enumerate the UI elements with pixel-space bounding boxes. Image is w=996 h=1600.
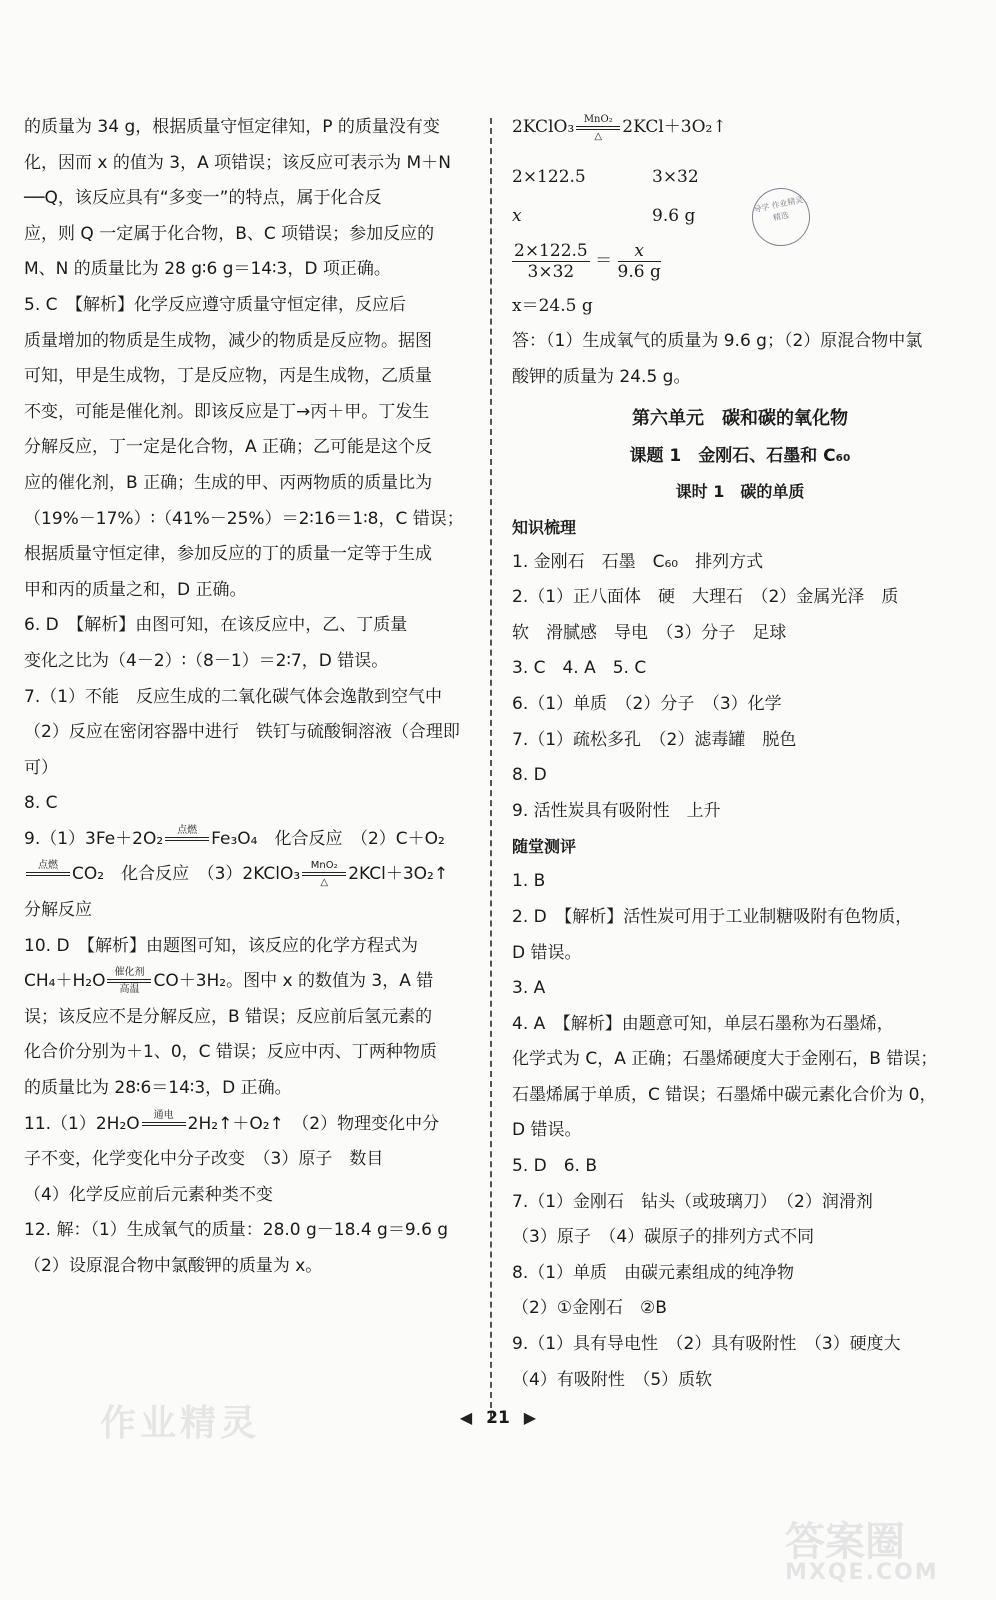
calc-text: 9.6 g: [652, 206, 696, 227]
text-line: 1. B: [512, 871, 546, 892]
text-line: 5. D 6. B: [512, 1156, 597, 1177]
text-line: 甲和丙的质量之和，D 正确。: [24, 579, 247, 600]
denominator: 9.6 g: [617, 261, 661, 282]
condition-label: 点燃: [177, 824, 198, 836]
condition-label: 通电: [153, 1109, 174, 1121]
q10-text: CO＋3H₂。图中 x 的数值为 3，A 错: [153, 971, 434, 992]
condition-label: △: [320, 877, 329, 889]
stamp-seal: 导学 作业精灵 精选: [747, 183, 816, 252]
condition-label: 高温: [119, 984, 140, 996]
calc-result: x＝24.5 g: [512, 295, 593, 316]
equals-sign: [107, 979, 151, 983]
condition-label: MnO₂: [583, 113, 613, 125]
text-line: 2. D 【解析】活性炭可用于工业制糖吸附有色物质，: [512, 906, 913, 927]
condition-label: 点燃: [38, 860, 58, 872]
q11-line-1: [24, 1107, 474, 1143]
text-line: （19%－17%）∶（41%－25%）＝2∶16＝1∶8，C 错误；: [24, 508, 464, 529]
page-number: 21: [486, 1408, 510, 1428]
text-line: 4. A 【解析】由题意可知，单层石墨称为石墨烯，: [512, 1013, 894, 1034]
q9-text: Fe₃O₄ 化合反应 （2）C＋O₂: [211, 828, 445, 849]
text-line: 质量增加的物质是生成物，减少的物质是反应物。据图: [24, 330, 432, 351]
text-line: 根据质量守恒定律，参加反应的丁的质量一定等于生成: [24, 544, 432, 565]
fraction: [618, 241, 661, 282]
lesson-title: 课题 1 金刚石、石墨和 C₆₀: [629, 445, 851, 466]
text-line: 分解反应，丁一定是化合物，A 正确；乙可能是这个反: [24, 437, 433, 458]
text-line: 软 滑腻感 导电 （3）分子 足球: [512, 622, 787, 643]
text-line: 化，因而 x 的值为 3，A 项错误；该反应可表示为 M＋N: [24, 152, 451, 173]
text-line: 不变，可能是催化剂。即该反应是丁→丙＋甲。丁发生: [24, 401, 430, 422]
equals-sign: [26, 872, 70, 876]
text-line: 分解反应: [24, 900, 92, 921]
text-line: 8. D: [512, 765, 547, 786]
reaction-condition: [302, 860, 346, 888]
text-line: 化学式为 C，A 正确；石墨烯硬度大于金刚石，B 错误；: [512, 1049, 938, 1070]
period-title: 课时 1 碳的单质: [675, 481, 805, 501]
calc-proportion: [512, 237, 968, 285]
equals-sign: [576, 126, 620, 130]
text-line: 的质量比为 28∶6＝14∶3，D 正确。: [24, 1078, 292, 1099]
reaction-condition: [142, 1110, 186, 1138]
q11-text: 11.（1）2H₂O: [24, 1113, 140, 1134]
text-line: 10. D 【解析】由题图可知，该反应的化学方程式为: [24, 935, 419, 956]
calc-row-2: [512, 199, 968, 235]
text-line: D 错误。: [512, 942, 582, 963]
text-line: 7.（1）不能 反应生成的二氧化碳气体会逸散到空气中: [24, 686, 443, 707]
text-line: 可知，甲是生成物，丁是反应物，丙是生成物，乙质量: [24, 366, 432, 387]
text-line: 5. C 【解析】化学反应遵守质量守恒定律，反应后: [24, 294, 406, 315]
condition-label: 催化剂: [114, 967, 145, 979]
next-page-icon[interactable]: ▶: [523, 1408, 537, 1427]
text-line: 9. 活性炭具有吸附性 上升: [512, 800, 721, 821]
watermark: 作业精灵: [100, 1403, 261, 1444]
fraction: [512, 241, 590, 282]
text-line: （2）设原混合物中氯酸钾的质量为 x。: [24, 1256, 323, 1276]
text-line: 3. A: [512, 978, 546, 999]
text-line: 12. 解：（1）生成氧气的质量：28.0 g－18.4 g＝9.6 g: [24, 1220, 449, 1241]
equals-sign: [142, 1122, 186, 1126]
text-line: 8. C: [24, 793, 58, 814]
q9-line-2: [24, 857, 474, 893]
calc-text: x: [512, 206, 522, 227]
unit-title: 第六单元 碳和碳的氧化物: [632, 407, 848, 429]
text-line: （2）反应在密闭容器中进行 铁钉与硫酸铜溶液（合理即: [24, 722, 460, 743]
text-line: ──Q，该反应具有“多变一”的特点，属于化合反: [24, 188, 382, 209]
reaction-condition: [107, 967, 151, 995]
text-line: 可）: [24, 757, 58, 778]
equals-sign: [302, 872, 346, 876]
text-line: （4）化学反应前后元素种类不变: [24, 1184, 273, 1205]
calc-text: 2×122.5: [512, 166, 586, 187]
text-line: 误；该反应不是分解反应，B 错误；反应前后氢元素的: [24, 1006, 433, 1027]
calc-text: 3×32: [652, 166, 699, 187]
watermark-logo: 答案圈: [785, 1519, 905, 1565]
text-line: 2.（1）正八面体 硬 大理石 （2）金属光泽 质: [512, 587, 899, 608]
q11-text: 2H₂↑＋O₂↑ （2）物理变化中分: [187, 1113, 440, 1134]
calc-row-1: [512, 160, 968, 196]
text-line: M、N 的质量比为 28 g∶6 g＝14∶3，D 项正确。: [24, 259, 391, 280]
text-line: 应，则 Q 一定属于化合物，B、C 项错误；参加反应的: [24, 223, 435, 244]
text-line: 化合价分别为＋1、0，C 错误；反应中丙、丁两种物质: [24, 1042, 437, 1063]
q9-text: 2KCl＋3O₂↑: [348, 864, 449, 885]
left-column: [24, 110, 474, 1285]
text-line: 1. 金刚石 石墨 C₆₀ 排列方式: [512, 551, 764, 572]
denominator: 3×32: [527, 261, 575, 282]
equals: ＝: [595, 250, 613, 271]
equals-sign: [165, 837, 209, 841]
q10-text: CH₄＋H₂O: [24, 971, 106, 992]
text-line: 9.（1）具有导电性 （2）具有吸附性 （3）硬度大: [512, 1334, 901, 1355]
text-line: 6.（1）单质 （2）分子 （3）化学: [512, 693, 782, 714]
text-line: 3. C 4. A 5. C: [512, 658, 647, 679]
q9-line-1: [24, 822, 474, 858]
calc-text: 2KCl＋3O₂↑: [622, 117, 727, 137]
text-line: 变化之比为（4－2）∶（8－1）＝2∶7，D 错误。: [24, 650, 389, 671]
text-line: 应的催化剂，B 正确；生成的甲、丙两物质的质量比为: [24, 472, 433, 493]
text-line: （4）有吸附性 （5）质软: [512, 1369, 713, 1390]
text-line: 的质量为 34 g，根据质量守恒定律知，P 的质量没有变: [24, 117, 440, 137]
calc-text: 2KClO₃: [512, 117, 575, 137]
q10-line-2: [24, 964, 474, 1000]
text-line: 8.（1）单质 由碳元素组成的纯净物: [512, 1262, 795, 1283]
condition-label: MnO₂: [310, 860, 338, 872]
reaction-condition: [576, 114, 620, 142]
numerator: 2×122.5: [514, 240, 588, 261]
section-heading: 随堂测评: [512, 837, 577, 857]
text-line: 7.（1）金刚石 钻头（或玻璃刀） （2）润滑剂: [512, 1191, 873, 1212]
text-line: D 错误。: [512, 1120, 582, 1141]
text-line: （3）原子 （4）碳原子的排列方式不同: [512, 1227, 815, 1248]
column-divider: [490, 118, 492, 1418]
answer-line: 答：（1）生成氧气的质量为 9.6 g；（2）原混合物中氯: [512, 331, 923, 352]
prev-page-icon[interactable]: ◀: [459, 1408, 473, 1427]
reaction-condition: [26, 860, 70, 888]
text-line: 6. D 【解析】由图可知，在该反应中，乙、丁质量: [24, 615, 408, 636]
section-heading: 知识梳理: [512, 517, 577, 537]
reaction-condition: [165, 825, 209, 853]
text-line: 7.（1）疏松多孔 （2）滤毒罐 脱色: [512, 729, 797, 750]
q9-text: CO₂ 化合反应 （3）2KClO₃: [72, 864, 301, 885]
q9-text: 9.（1）3Fe＋2O₂: [24, 828, 164, 849]
right-column: [512, 110, 968, 1398]
text-line: 石墨烯属于单质，C 错误；石墨烯中碳元素化合价为 0，: [512, 1084, 937, 1105]
watermark-url: MXQE.COM: [785, 1560, 939, 1585]
calc-equation: [512, 110, 968, 146]
numerator: x: [618, 241, 661, 262]
condition-label: △: [594, 130, 603, 142]
text-line: 子不变，化学变化中分子改变 （3）原子 数目: [24, 1149, 384, 1170]
text-line: （2）①金刚石 ②B: [512, 1298, 667, 1319]
answer-line: 酸钾的质量为 24.5 g。: [512, 366, 691, 387]
